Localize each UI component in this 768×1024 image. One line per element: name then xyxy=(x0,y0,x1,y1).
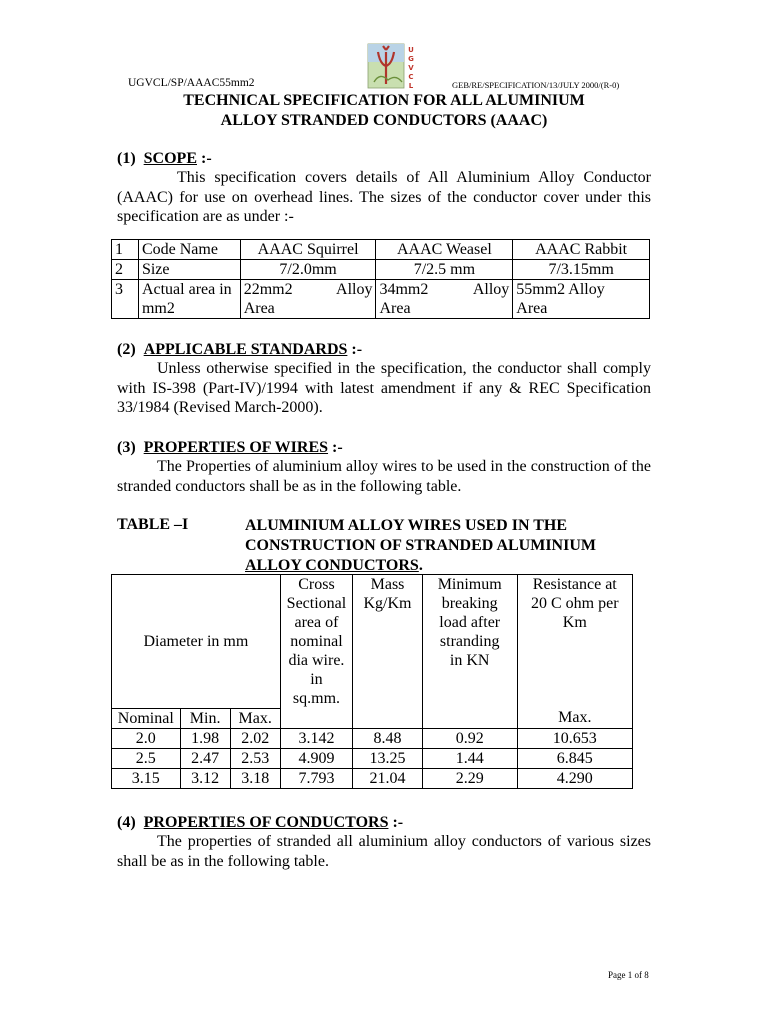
table-cell: 3.142 xyxy=(280,728,352,748)
table-cell: 34mm2 Alloy Area xyxy=(376,280,513,319)
table-cell: 0.92 xyxy=(422,728,517,748)
table-row xyxy=(112,240,650,260)
table-cell: AAAC Rabbit xyxy=(513,240,650,260)
table-cell: 55mm2 Alloy Area xyxy=(513,280,650,319)
svg-text:L: L xyxy=(408,82,414,90)
table-cell: Nominal xyxy=(112,708,181,728)
table-cell: 8.48 xyxy=(353,728,423,748)
table-cell: 3.12 xyxy=(180,768,230,788)
table-cell: 21.04 xyxy=(353,768,423,788)
table-cell: 1.98 xyxy=(180,728,230,748)
standards-paragraph: Unless otherwise specified in the specification, the conductor shall comply with IS-398 (Part-IV)/1994 with latest amendment if any & REC Specification 33/1984 (Revised March-2000). xyxy=(117,360,651,416)
table-cell: Min. xyxy=(180,708,230,728)
standards-heading-text: APPLICABLE STANDARDS xyxy=(143,341,348,358)
table-cell: Code Name xyxy=(138,240,240,260)
table-header-row xyxy=(112,575,633,709)
table-row xyxy=(112,728,633,748)
header-breaking-load: Minimum breaking load after stranding in KN xyxy=(422,575,517,709)
table-row xyxy=(112,260,650,280)
table-cell: 2.47 xyxy=(180,748,230,768)
table-cell: Size xyxy=(138,260,240,280)
header-cross-section: Cross Sectional area of nominal dia wire. in sq.mm. xyxy=(280,575,352,709)
scope-heading-text: SCOPE xyxy=(143,150,197,167)
wires-heading-text: PROPERTIES OF WIRES xyxy=(143,439,329,456)
section-conductors-heading: (4) PROPERTIES OF CONDUCTORS :- xyxy=(117,814,404,831)
svg-text:U: U xyxy=(408,46,414,54)
table-cell xyxy=(280,708,352,728)
conductor-sizes-table xyxy=(111,239,650,319)
table-cell: 1.44 xyxy=(422,748,517,768)
table-cell: 2.0 xyxy=(112,728,181,748)
section-standards-heading: (2) APPLICABLE STANDARDS :- xyxy=(117,341,363,358)
table-cell: Actual area in mm2 xyxy=(138,280,240,319)
table-row xyxy=(112,768,633,788)
doc-title-line1: TECHNICAL SPECIFICATION FOR ALL ALUMINIUM xyxy=(183,92,585,109)
table-subheader-row xyxy=(112,708,633,728)
table-cell: AAAC Squirrel xyxy=(240,240,376,260)
table-cell: 3.18 xyxy=(230,768,280,788)
section-scope-heading: (1) SCOPE :- xyxy=(117,150,212,167)
table-cell: 2.02 xyxy=(230,728,280,748)
table-cell: 4.909 xyxy=(280,748,352,768)
table-cell: Max. xyxy=(230,708,280,728)
table-cell: Max. xyxy=(517,708,632,728)
table-cell: 3.15 xyxy=(112,768,181,788)
table-cell: AAAC Weasel xyxy=(376,240,513,260)
wires-paragraph: The Properties of aluminium alloy wires to be used in the construction of the stranded conductors shall be as in the following table. xyxy=(117,458,651,495)
svg-text:G: G xyxy=(408,55,414,63)
table-row xyxy=(112,748,633,768)
conductors-heading-text: PROPERTIES OF CONDUCTORS xyxy=(143,814,389,831)
conductors-paragraph: The properties of stranded all aluminium alloy conductors of various sizes shall be as in the following table. xyxy=(117,833,651,870)
table-row xyxy=(112,280,650,319)
table-cell: 7/2.0mm xyxy=(240,260,376,280)
table-cell: 6.845 xyxy=(517,748,632,768)
header-diameter: Diameter in mm xyxy=(112,575,281,709)
page-number: Page 1 of 8 xyxy=(608,970,649,980)
table-cell: 13.25 xyxy=(353,748,423,768)
table-cell: 2.29 xyxy=(422,768,517,788)
scope-paragraph: This specification covers details of All Aluminium Alloy Conductor (AAAC) for use on overhead lines. The sizes of the conductor cover under this specification are as under :- xyxy=(117,169,651,225)
table-cell: 1 xyxy=(112,240,139,260)
header-resistance: Resistance at 20 C ohm per Km xyxy=(517,575,632,709)
doc-title-line2: ALLOY STRANDED CONDUCTORS (AAAC) xyxy=(220,112,548,129)
table-cell: 22mm2 Alloy Area xyxy=(240,280,376,319)
table1-label: TABLE –I xyxy=(117,516,189,533)
header-mass: Mass Kg/Km xyxy=(353,575,423,709)
svg-text:V: V xyxy=(408,64,414,72)
wire-properties-table xyxy=(111,574,633,789)
table-cell: 7/3.15mm xyxy=(513,260,650,280)
table-cell: 2.53 xyxy=(230,748,280,768)
header-doc-code: UGVCL/SP/AAAC55mm2 xyxy=(128,77,255,89)
table1-title: ALUMINIUM ALLOY WIRES USED IN THE CONSTRUCTION OF STRANDED ALUMINIUM ALLOY CONDUCTORS. xyxy=(245,517,596,574)
table-cell: 7.793 xyxy=(280,768,352,788)
table-cell xyxy=(422,708,517,728)
svg-text:C: C xyxy=(408,73,414,81)
table-cell: 2 xyxy=(112,260,139,280)
table-cell xyxy=(353,708,423,728)
table-cell: 10.653 xyxy=(517,728,632,748)
table-cell: 2.5 xyxy=(112,748,181,768)
header-spec-ref: GEB/RE/SPECIFICATION/13/JULY 2000/(R-0) xyxy=(452,80,620,90)
table-cell: 4.290 xyxy=(517,768,632,788)
section-wires-heading: (3) PROPERTIES OF WIRES :- xyxy=(117,439,343,456)
table-cell: 3 xyxy=(112,280,139,319)
ugvcl-logo xyxy=(366,42,418,90)
table-cell: 7/2.5 mm xyxy=(376,260,513,280)
